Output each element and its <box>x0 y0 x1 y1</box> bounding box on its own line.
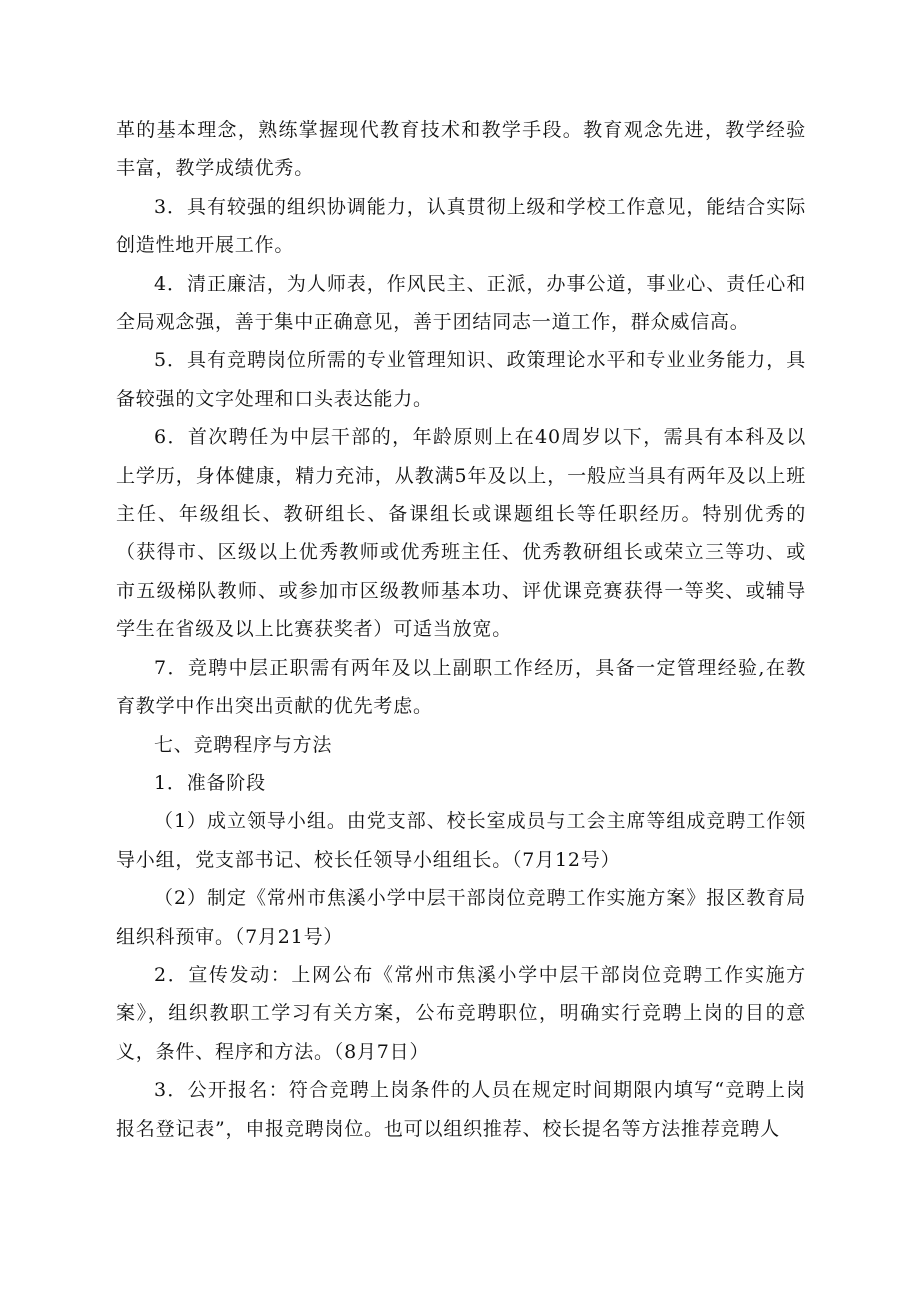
paragraph-continuation: 革的基本理念，熟练掌握现代教育技术和教学手段。教育观念先进，教学经验丰富，教学成绩优秀。 <box>116 119 806 180</box>
paragraph-item-6: 6．首次聘任为中层干部的，年龄原则上在40周岁以下，需具有本科及以上学历，身体健康，精力充沛，从教满5年及以上，一般应当具有两年及以上班主任、年级组长、教研组长、备课组长或课题组长等任职经历。特别优秀的（获得市、区级以上优秀教师或优秀班主任、优秀教研组长或荣立三等功、或市五级梯队教师、或参加市区级教师基本功、评优课竞赛获得一等奖、或辅导学生在省级及以上比赛获奖者）可适当放宽。 <box>116 426 806 641</box>
paragraph-item-4: 4．清正廉洁，为人师表，作风民主、正派，办事公道，事业心、责任心和全局观念强，善于集中正确意见，善于团结同志一道工作，群众威信高。 <box>116 272 806 334</box>
paragraph-item-7: 7．竞聘中层正职需有两年及以上副职工作经历，具备一定管理经验,在教育教学中作出突出贡献的优先考虑。 <box>116 656 806 718</box>
paragraph-step-3: 3．公开报名：符合竞聘上岗条件的人员在规定时间期限内填写“竞聘上岗报名登记表”，申报竞聘岗位。也可以组织推荐、校长提名等方法推荐竞聘人 <box>116 1079 806 1140</box>
paragraph-item-5: 5．具有竞聘岗位所需的专业管理知识、政策理论水平和专业业务能力，具备较强的文字处理和口头表达能力。 <box>116 349 806 410</box>
paragraph-item-3: 3．具有较强的组织协调能力，认真贯彻上级和学校工作意见，能结合实际创造性地开展工作。 <box>116 195 806 257</box>
paragraph-step-1-1: （1）成立领导小组。由党支部、校长室成员与工会主席等组成竞聘工作领导小组，党支部书记、校长任领导小组组长。（7月12号） <box>116 810 806 871</box>
paragraph-step-2: 2．宣传发动：上网公布《常州市焦溪小学中层干部岗位竞聘工作实施方案》，组织教职工学习有关方案，公布竞聘职位，明确实行竞聘上岗的目的意义，条件、程序和方法。（8月7日） <box>116 963 806 1063</box>
subheading-preparation: 1．准备阶段 <box>154 771 266 794</box>
section-heading-7: 七、竞聘程序与方法 <box>154 733 333 756</box>
document-page <box>116 111 806 1148</box>
paragraph-step-1-2: （2）制定《常州市焦溪小学中层干部岗位竞聘工作实施方案》报区教育局组织科预审。（7月21号） <box>116 887 806 948</box>
